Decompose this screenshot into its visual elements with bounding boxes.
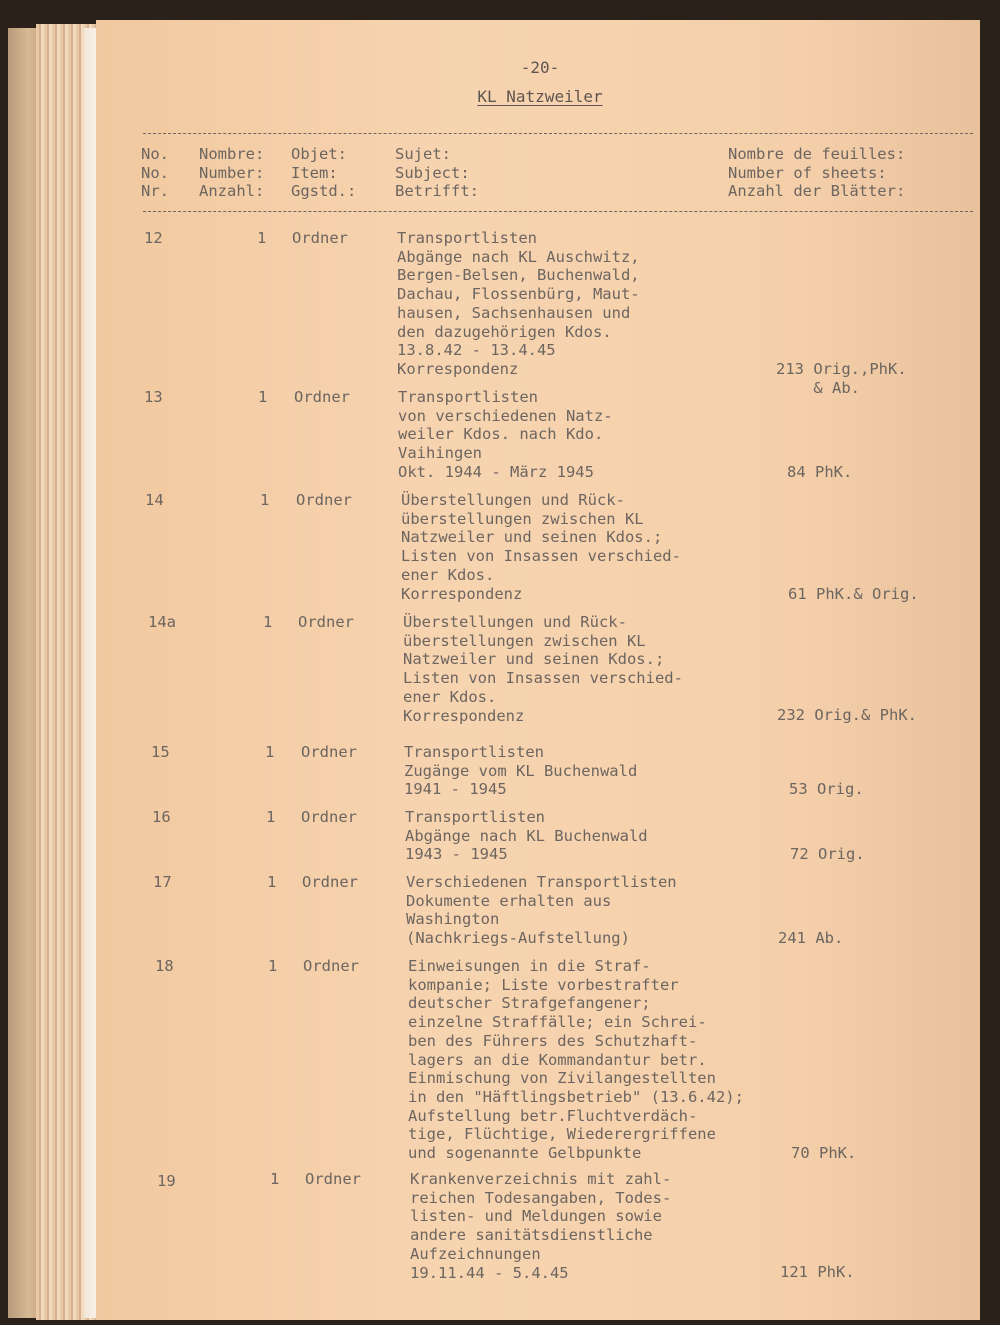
row-subject: Transportlisten von verschiedenen Natz- weiler Kdos. nach Kdo. Vaihingen Okt. 1944 - März 1945 <box>398 388 613 481</box>
row-count: 1 <box>268 957 278 975</box>
row-sheets: 70 PhK. <box>791 1144 857 1162</box>
header-item: Objet: Item: Ggstd.: <box>291 145 357 201</box>
row-no: 19 <box>157 1172 176 1190</box>
row-no: 17 <box>153 873 172 891</box>
row-sheets: 72 Orig. <box>790 845 865 863</box>
row-item: Ordner <box>301 808 357 826</box>
page-title <box>0 87 1000 106</box>
row-item: Ordner <box>298 613 354 631</box>
row-item: Ordner <box>294 388 350 406</box>
row-no: 18 <box>155 957 174 975</box>
row-no: 16 <box>152 808 171 826</box>
row-subject: Verschiedenen Transportlisten Dokumente erhalten aus Washington (Nachkriegs-Aufstellung) <box>406 873 677 948</box>
row-item: Ordner <box>305 1170 361 1188</box>
row-count: 1 <box>266 808 276 826</box>
row-subject: Überstellungen und Rück- überstellungen zwischen KL Natzweiler und seinen Kdos.; Listen von Insassen verschied- ener Kdos. Korrespondenz <box>401 491 681 603</box>
header-sheets: Nombre de feuilles: Number of sheets: Anzahl der Blätter: <box>728 145 906 201</box>
row-sheets: 121 PhK. <box>780 1263 855 1281</box>
row-subject: Krankenverzeichnis mit zahl- reichen Todesangaben, Todes- listen- und Meldungen sowie andere sanitätsdienstliche Aufzeichnungen 19.11.44 - 5.4.45 <box>410 1170 672 1282</box>
row-no: 13 <box>144 388 163 406</box>
page-title-text: KL Natzweiler <box>477 87 603 106</box>
row-no: 15 <box>151 743 170 761</box>
row-count: 1 <box>267 873 277 891</box>
row-subject: Überstellungen und Rück- überstellungen zwischen KL Natzweiler und seinen Kdos.; Listen von Insassen verschied- ener Kdos. Korrespondenz <box>403 613 683 725</box>
row-sheets: 84 PhK. <box>787 463 853 481</box>
row-subject: Transportlisten Zugänge vom KL Buchenwald 1941 - 1945 <box>404 743 638 799</box>
row-no: 12 <box>144 229 163 247</box>
row-subject: Transportlisten Abgänge nach KL Auschwitz, Bergen-Belsen, Buchenwald, Dachau, Flossenbürg, Maut- hausen, Sachsenhausen und den dazugehörigen Kdos. 13.8.42 - 13.4.45 Korrespondenz <box>397 229 640 378</box>
row-sheets: 53 Orig. <box>789 780 864 798</box>
row-count: 1 <box>260 491 270 509</box>
row-item: Ordner <box>302 873 358 891</box>
header-count: Nombre: Number: Anzahl: <box>199 145 265 201</box>
row-item: Ordner <box>292 229 348 247</box>
header-no: No. No. Nr. <box>141 145 169 201</box>
header-bottom-rule <box>143 211 973 212</box>
row-subject: Transportlisten Abgänge nach KL Buchenwald 1943 - 1945 <box>405 808 648 864</box>
row-item: Ordner <box>301 743 357 761</box>
row-count: 1 <box>258 388 268 406</box>
row-count: 1 <box>270 1170 280 1188</box>
row-sheets: 213 Orig.,PhK. & Ab. <box>776 360 907 397</box>
row-sheets: 61 PhK.& Orig. <box>788 585 919 603</box>
header-subject: Sujet: Subject: Betrifft: <box>395 145 479 201</box>
row-item: Ordner <box>296 491 352 509</box>
row-sheets: 232 Orig.& PhK. <box>777 706 917 724</box>
page-number: -20- <box>520 58 560 77</box>
row-no: 14a <box>148 613 176 631</box>
row-count: 1 <box>257 229 267 247</box>
row-item: Ordner <box>303 957 359 975</box>
row-count: 1 <box>265 743 275 761</box>
row-count: 1 <box>263 613 273 631</box>
row-subject: Einweisungen in die Straf- kompanie; Liste vorbestrafter deutscher Strafgefangener; einzelne Straffälle; ein Schrei- ben des Führers des Schutzhaft- lagers an die Kommandantur betr. Einmischung von Zivilangestellten in den "Häftlingsbetrieb" (13.6.42); Aufstellung betr.Fluchtverdäch- tige, Flüchtige, Wiederergriffene und sogenannte Gelbpunkte <box>408 957 744 1163</box>
row-sheets: 241 Ab. <box>778 929 844 947</box>
header-top-rule <box>143 133 973 134</box>
row-no: 14 <box>145 491 164 509</box>
